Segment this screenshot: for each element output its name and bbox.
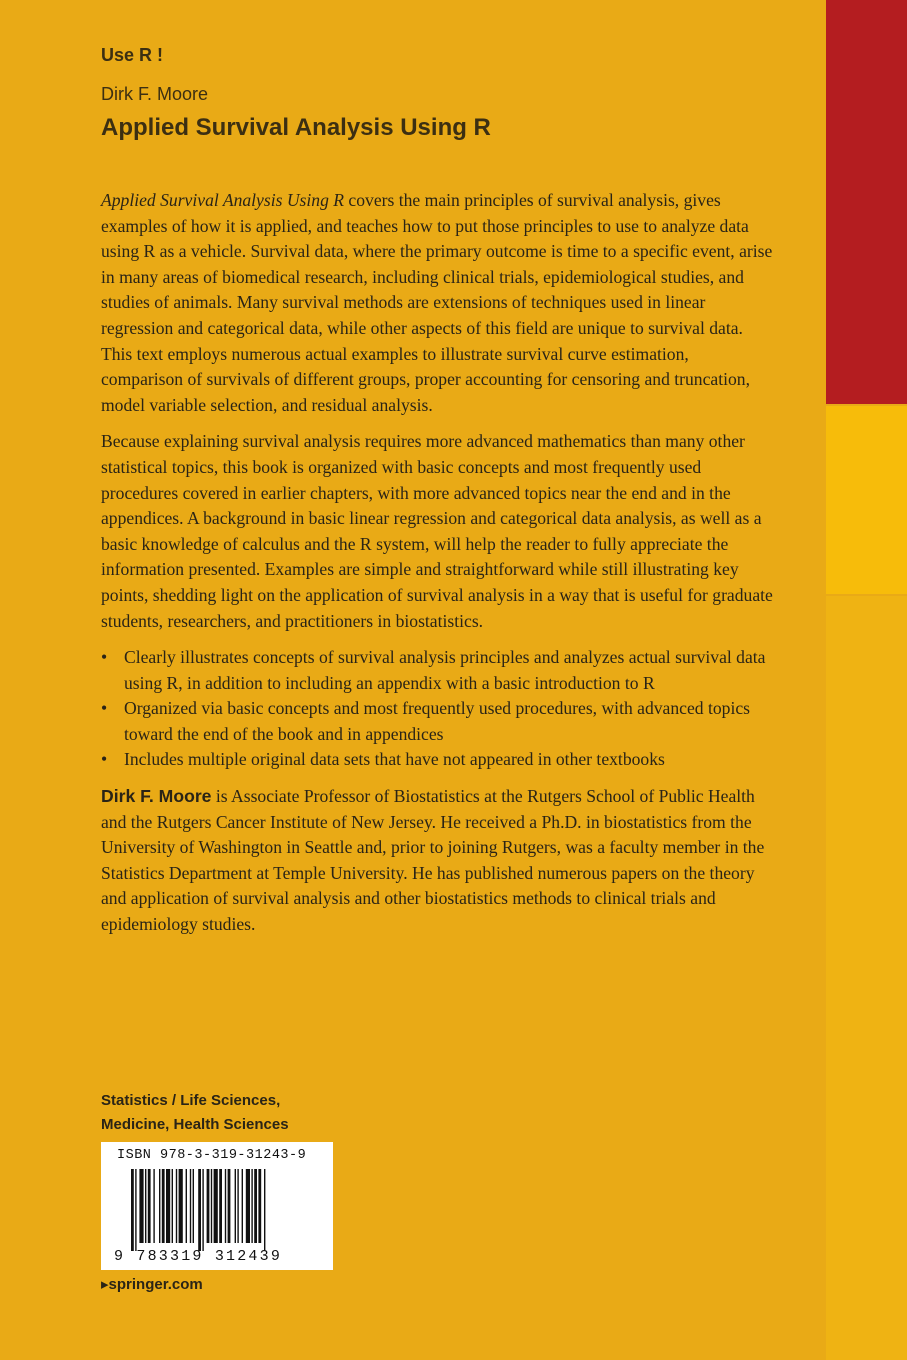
- bio-author-name: Dirk F. Moore: [101, 786, 212, 807]
- barcode-bar: [235, 1169, 236, 1243]
- barcode-bar: [148, 1169, 151, 1243]
- barcode-bar: [254, 1169, 257, 1243]
- barcode-icon: [131, 1169, 307, 1251]
- spine-stripe-yellow-light: [826, 406, 907, 594]
- barcode-bar: [207, 1169, 210, 1243]
- barcode-bar: [211, 1169, 212, 1243]
- publisher-link[interactable]: [101, 1275, 203, 1293]
- triangle-right-icon: ▸: [101, 1276, 109, 1293]
- ean-digits: 9 783319 312439: [114, 1248, 283, 1265]
- barcode-bar: [214, 1169, 218, 1243]
- barcode-bar: [176, 1169, 177, 1243]
- subject-line-2: Medicine, Health Sciences: [101, 1116, 289, 1133]
- author-name: Dirk F. Moore: [101, 84, 209, 104]
- author-bio: [101, 784, 773, 938]
- barcode-bar: [219, 1169, 222, 1243]
- subject-category: [101, 1089, 289, 1137]
- description-paragraph-1: [101, 188, 773, 418]
- barcode-bar: [251, 1169, 252, 1243]
- barcode-bar: [258, 1169, 261, 1243]
- series-name: Use R !: [101, 45, 164, 65]
- barcode-bar: [190, 1169, 191, 1243]
- description-title-italic: Applied Survival Analysis Using R: [101, 190, 345, 210]
- barcode-bar: [246, 1169, 250, 1243]
- barcode-bar: [264, 1169, 265, 1251]
- feature-item: • Clearly illustrates concepts of survival analysis principles and analyzes actual survival data using R, in addition to including an appendix with a basic introduction to R: [101, 645, 773, 696]
- barcode-bar: [172, 1169, 173, 1243]
- barcode-bar: [153, 1169, 154, 1243]
- barcode-bar: [193, 1169, 194, 1243]
- spine-stripe-yellow: [826, 596, 907, 1360]
- feature-list: [101, 645, 773, 773]
- barcode-bar: [131, 1169, 134, 1251]
- barcode-bar: [242, 1169, 243, 1243]
- description-text-1: covers the main principles of survival analysis, gives examples of how it is applied, and teaches how to put those principles to use to analyze data using R as a vehicle. Survival data, where the primary outcome is time to a specific event, arise in many areas of biomedical research, including clinical trials, epidemiological studies, and studies of animals. Many survival methods are extensions of techniques used in linear regression and categorical data, while other aspects of this field are unique to survival data. This text employs numerous actual examples to illustrate survival curve estimation, comparison of survivals of different groups, proper accounting for censoring and truncation, model variable selection, and residual analysis.: [101, 190, 773, 415]
- barcode-box: [101, 1142, 333, 1270]
- barcode-bar: [162, 1169, 165, 1243]
- bio-text: is Associate Professor of Biostatistics at the Rutgers School of Public Health and the Rutgers Cancer Institute of New Jersey. He received a Ph.D. in biostatistics from the University of Washington in Seattle and, prior to joining Rutgers, was a faculty member in the Statistics Department at Temple University. He has published numerous papers on the theory and application of survival analysis and other biostatistics methods to clinical trials and epidemiology studies.: [101, 786, 765, 935]
- barcode-bar: [179, 1169, 183, 1243]
- description-paragraph-2: Because explaining survival analysis requires more advanced mathematics than many other statistical topics, this book is organized with basic concepts and most frequently used procedures covered in earlier chapters, with more advanced topics near the end and in the appendices. A background in basic linear regression and categorical data analysis, as well as a basic knowledge of calculus and the R system, will help the reader to fully appreciate the information presented. Examples are simple and straightforward while still illustrating key points, shedding light on the application of survival analysis in a way that is useful for graduate students, researchers, and practitioners in biostatistics.: [101, 431, 773, 631]
- barcode-bar: [139, 1169, 143, 1243]
- spine-stripe-red: [826, 0, 907, 404]
- feature-item: • Includes multiple original data sets that have not appeared in other textbooks: [101, 747, 773, 773]
- barcode-bar: [225, 1169, 226, 1243]
- book-title: Applied Survival Analysis Using R: [101, 114, 491, 141]
- subject-line-1: Statistics / Life Sciences,: [101, 1092, 281, 1109]
- feature-item: • Organized via basic concepts and most frequently used procedures, with advanced topics toward the end of the book and in appendices: [101, 696, 773, 747]
- back-cover-text: [101, 188, 773, 949]
- barcode-bar: [237, 1169, 238, 1243]
- barcode-bar: [198, 1169, 201, 1251]
- barcode-bar: [166, 1169, 170, 1243]
- barcode-bar: [145, 1169, 146, 1243]
- isbn-label: ISBN 978-3-319-31243-9: [117, 1148, 307, 1163]
- barcode-bar: [159, 1169, 160, 1243]
- barcode-bar: [135, 1169, 136, 1251]
- barcode-bar: [186, 1169, 187, 1243]
- barcode-bar: [202, 1169, 203, 1251]
- publisher-url: springer.com: [108, 1276, 203, 1293]
- barcode-bar: [228, 1169, 231, 1243]
